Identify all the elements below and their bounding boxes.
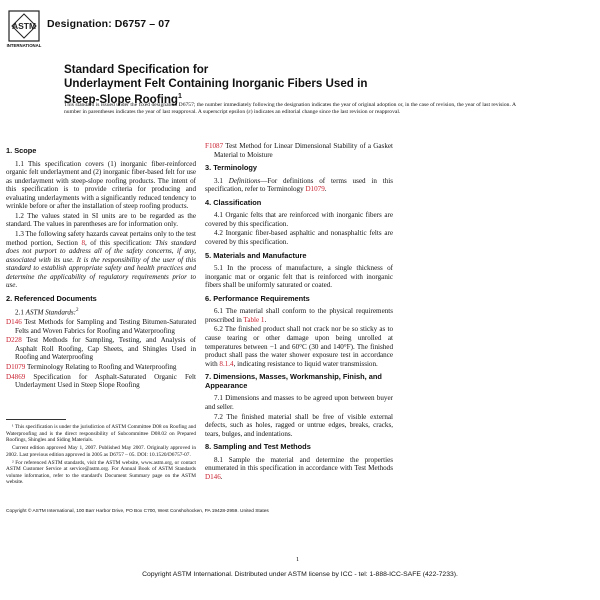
reference-code-d1079[interactable]: D1079 — [6, 363, 26, 372]
definitions-label: Definitions — [228, 176, 261, 185]
notice-text: This standard is issued under the fixed designation D6757; the number immediately following the designation indicates the year of original adoption or, in the case of revision, the year of last revision. A number in parentheses indicates the year of last reapproval. A superscript epsilon (ε) indicates an editorial change since the last revision or reapproval. — [64, 102, 516, 116]
reference-code-d4869[interactable]: D4869 — [6, 372, 26, 381]
section-heading-terminology: 3. Terminology — [205, 163, 258, 173]
title-line-2: Underlayment Felt Containing Inorganic Fibers Used in — [64, 76, 368, 90]
paragraph-3-1-number: 3.1 — [214, 176, 223, 185]
logo-caption: INTERNATIONAL — [6, 43, 42, 48]
astm-standards-label: ASTM Standards: — [25, 308, 77, 317]
section-heading-scope: 1. Scope — [6, 146, 37, 155]
footnote-1: ¹ This specification is under the jurisdiction of ASTM Committee D08 on Roofing and Waterproofing and is the direct responsibility of Subcommittee D08.02 on Prepared Roofings, Shingles and Siding Materials. — [6, 424, 196, 444]
paragraph-8-1: 8.1 Sample the material and determine the properties enumerated in this specification in accordance with Test Methods D146. — [205, 455, 393, 481]
left-column — [6, 142, 196, 391]
reference-d228 — [6, 336, 196, 362]
section-heading-performance: 6. Performance Requirements — [205, 293, 310, 303]
reference-f1087 — [205, 142, 393, 159]
paragraph-4-1: 4.1 Organic felts that are reinforced with inorganic fibers are covered by this specification. — [205, 211, 393, 228]
paragraph-7-2: 7.2 The finished material shall be free of visible external defects, such as holes, ragged or untrue edges, breaks, cracks, tears, bulges, and indentations. — [205, 412, 393, 438]
paragraph-1-1: 1.1 This specification covers (1) inorganic fiber-reinforced organic felt underlayment and (2) inorganic fiber-based felt for use as underlayment with steep-slope roofing products. The intent of this specification is to provide criteria for producing and evaluating underlayments with a significantly reduced tendency to wrinkle before or after the installation of steep roofing products. — [6, 159, 196, 211]
terminology-d1079-link[interactable]: D1079 — [305, 185, 325, 194]
section-heading-materials: 5. Materials and Manufacture — [205, 250, 307, 260]
section-8-link[interactable]: 8 — [81, 238, 85, 247]
paragraph-1-3-text-b: , of this specification: — [84, 238, 152, 247]
paragraph-6-2-text: 6.2 The finished product shall not crack nor be so sticky as to cause tearing or other damage upon being unrolled at temperatures between −1 and 60°C (30 and 140°F). The finished product shall pass the water shower exposure test in accordance with — [205, 325, 393, 368]
paragraph-3-1-text: —For definitions of terms used in this specification, refer to Terminology — [205, 176, 393, 194]
section-heading-sampling: 8. Sampling and Test Methods — [205, 442, 311, 452]
reference-code-d228[interactable]: D228 — [6, 336, 22, 345]
reference-title-d228: Test Methods for Sampling, Testing, and Analysis of Asphalt Roll Roofing, Cap Sheets, and Shingles Used in Roofing and Waterproofing — [15, 336, 196, 362]
reference-title-d4869: Specification for Asphalt-Saturated Organic Felt Underlayment Used in Steep Slope Roofing — [15, 372, 197, 390]
page-number: 1 — [296, 556, 300, 563]
copyright-notice: Copyright © ASTM International, 100 Barr Harbor Drive, PO Box C700, West Conshohocken, PA 19428-2959. United States — [6, 509, 269, 514]
reference-title-d146: Test Methods for Sampling and Testing Bitumen-Saturated Felts and Woven Fabrics for Roofing and Waterproofing — [15, 318, 196, 335]
reference-d1079 — [6, 363, 196, 372]
paragraph-4-2: 4.2 Inorganic fiber-based asphaltic and nonasphaltic felts are covered by this specification. — [205, 229, 393, 247]
section-heading-classification: 4. Classification — [205, 197, 262, 207]
paragraph-2-1 — [6, 307, 196, 317]
footnote-2: ² For referenced ASTM standards, visit the ASTM website, www.astm.org, or contact ASTM Customer Service at service@astm.org. For Annual Book of ASTM Standards volume information, refer to the standard's Document Summary page on the ASTM website. — [6, 459, 196, 486]
paragraph-1-3 — [6, 230, 196, 290]
footnote-divider — [6, 419, 66, 420]
title-line-3-text: Steep-Slope Roofing — [64, 92, 179, 106]
paragraph-1-3-text: 1.3 The following safety hazards caveat pertains only to the test method portion, Section — [6, 229, 196, 247]
table-1-link[interactable]: Table 1 — [243, 315, 265, 324]
paragraph-3-1: 3.1 Definitions—For definitions of terms used in this specification, refer to Terminology D1079. — [205, 176, 393, 194]
reference-d4869 — [6, 373, 196, 390]
paragraph-7-1: 7.1 Dimensions and masses to be agreed upon between buyer and seller. — [205, 394, 393, 411]
footnotes — [6, 419, 196, 487]
spec-body-right — [205, 142, 393, 482]
footnote-1-edition: Current edition approved May 1, 2007. Published May 2007. Originally approved in 2002. Last previous edition approved in 2005 as D6757 – 05. DOI: 10.1520/D6757-07. — [6, 445, 196, 458]
license-footer: Copyright ASTM International. Distributed under ASTM license by ICC - tel: 1-888-ICC-SAFE (422-7233). — [142, 571, 458, 578]
reference-code-d146[interactable]: D146 — [6, 318, 22, 327]
section-heading-referenced-documents: 2. Referenced Documents — [6, 293, 97, 303]
paragraph-6-2 — [205, 325, 393, 368]
reference-title-d1079: Terminology Relating to Roofing and Waterproofing — [26, 363, 177, 372]
footnote-2-mark: 2 — [76, 308, 79, 314]
reference-code-f1087[interactable]: F1087 — [205, 142, 224, 150]
section-heading-dimensions: 7. Dimensions, Masses, Workmanship, Finish, and Appearance — [205, 372, 382, 390]
paragraph-1-2: 1.2 The values stated in SI units are to be regarded as the standard. The values in parentheses are for information only. — [6, 211, 196, 229]
safety-caveat: This standard does not purport to address all of the safety concerns, if any, associated with its use. It is the responsibility of the user of this standard to establish appropriate safety and health practices and determine the applicability of regulatory requirements prior to use. — [6, 238, 197, 290]
astm-logo — [8, 10, 40, 52]
designation-notice — [64, 102, 534, 117]
reference-d146 — [6, 318, 196, 335]
reference-title-f1087: Test Method for Linear Dimensional Stability of a Gasket Material to Moisture — [214, 142, 393, 159]
section-8-1-4-link[interactable]: 8.1.4 — [219, 359, 234, 368]
paragraph-8-1-text: 8.1 Sample the material and determine the properties enumerated in this specification in accordance with Test Methods — [205, 455, 393, 473]
test-methods-d146-link[interactable]: D146 — [205, 472, 221, 481]
document-title — [64, 63, 534, 106]
designation: Designation: D6757 – 07 — [47, 18, 171, 30]
title-footnote-mark: 1 — [178, 93, 182, 100]
paragraph-6-1-text: 6.1 The material shall conform to the physical requirements prescribed in — [205, 307, 393, 324]
paragraph-6-2-text-b: , indicating resistance to liquid water transmission. — [233, 359, 378, 368]
title-line-1: Standard Specification for — [64, 63, 209, 76]
svg-text:ASTM: ASTM — [11, 21, 37, 31]
paragraph-5-1: 5.1 In the process of manufacture, a single thickness of inorganic mat or organic felt that is reinforced with inorganic fibers shall be uniformly saturated or coated. — [205, 264, 393, 290]
paragraph-6-1: 6.1 The material shall conform to the physical requirements prescribed in Table 1. — [205, 307, 393, 324]
paragraph-2-1-number: 2.1 — [15, 308, 24, 317]
